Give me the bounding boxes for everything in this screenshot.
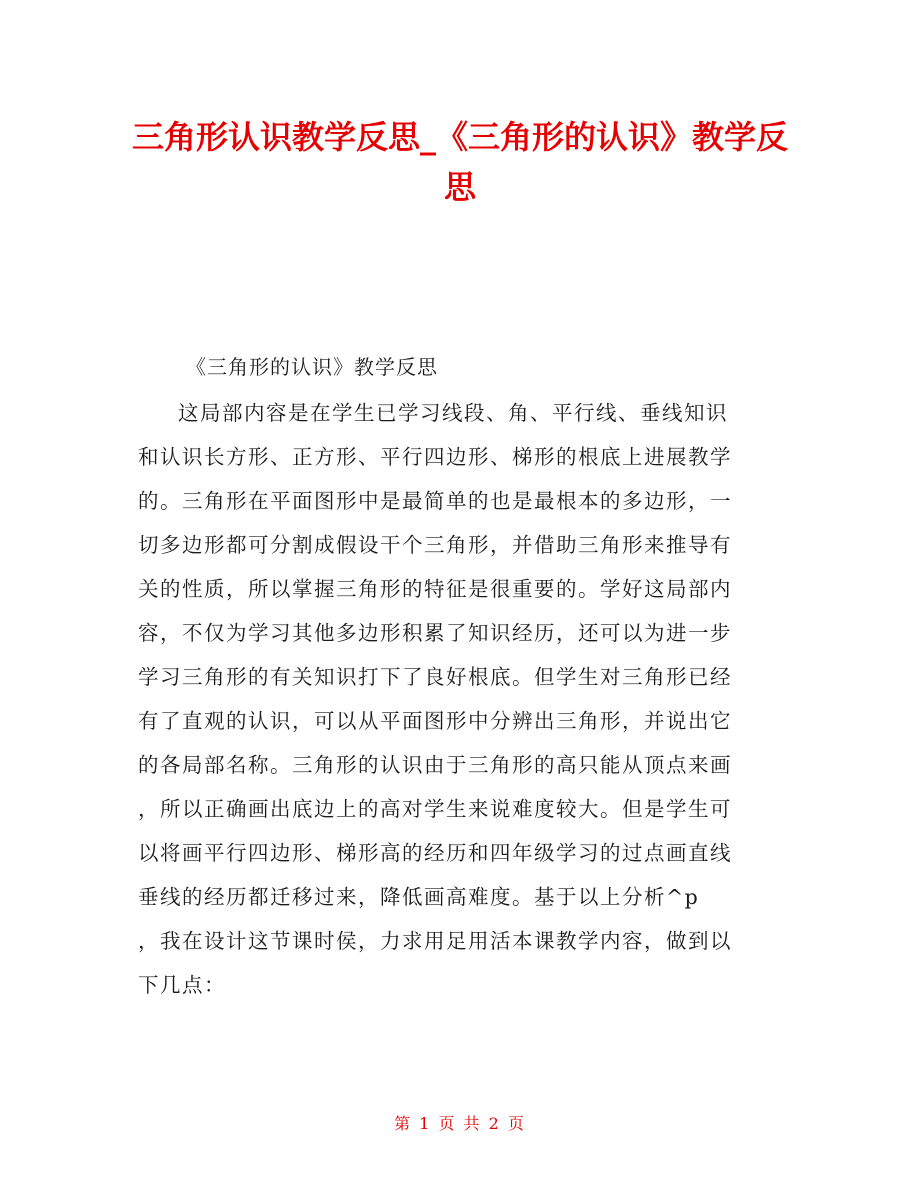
paragraph-line: 的。三角形在平面图形中是最简单的也是最根本的多边形，一 [138, 489, 732, 513]
page-title: 三角形认识教学反思_《三角形的认识》教学反思 [131, 118, 788, 206]
paragraph-line: 学习三角形的有关知识打下了良好根底。但学生对三角形已经 [138, 665, 732, 689]
paragraph-line: 关的性质，所以掌握三角形的特征是很重要的。学好这局部内 [138, 577, 732, 601]
paragraph-line: 这局部内容是在学生已学习线段、角、平行线、垂线知识 [178, 401, 728, 425]
page-number-footer: 第 1 页 共 2 页 [394, 1114, 526, 1133]
paragraph-line: ，所以正确画出底边上的高对学生来说难度较大。但是学生可 [138, 797, 732, 821]
paragraph-line: 有了直观的认识，可以从平面图形中分辨出三角形，并说出它 [138, 709, 732, 733]
paragraph-line: 容，不仅为学习其他多边形积累了知识经历，还可以为进一步 [138, 621, 732, 645]
paragraph-line: 的各局部名称。三角形的认识由于三角形的高只能从顶点来画 [138, 753, 732, 777]
paragraph-line: 下几点： [138, 973, 226, 997]
paragraph-line: 垂线的经历都迁移过来，降低画高难度。基于以上分析^p [138, 885, 700, 909]
paragraph-line: 和认识长方形、正方形、平行四边形、梯形的根底上进展教学 [138, 445, 732, 469]
subtitle: 《三角形的认识》教学反思 [186, 355, 438, 379]
paragraph-line: ，我在设计这节课时侯，力求用足用活本课教学内容，做到以 [138, 929, 732, 953]
paragraph-line: 以将画平行四边形、梯形高的经历和四年级学习的过点画直线 [138, 841, 732, 865]
paragraph-line: 切多边形都可分割成假设干个三角形，并借助三角形来推导有 [138, 533, 732, 557]
